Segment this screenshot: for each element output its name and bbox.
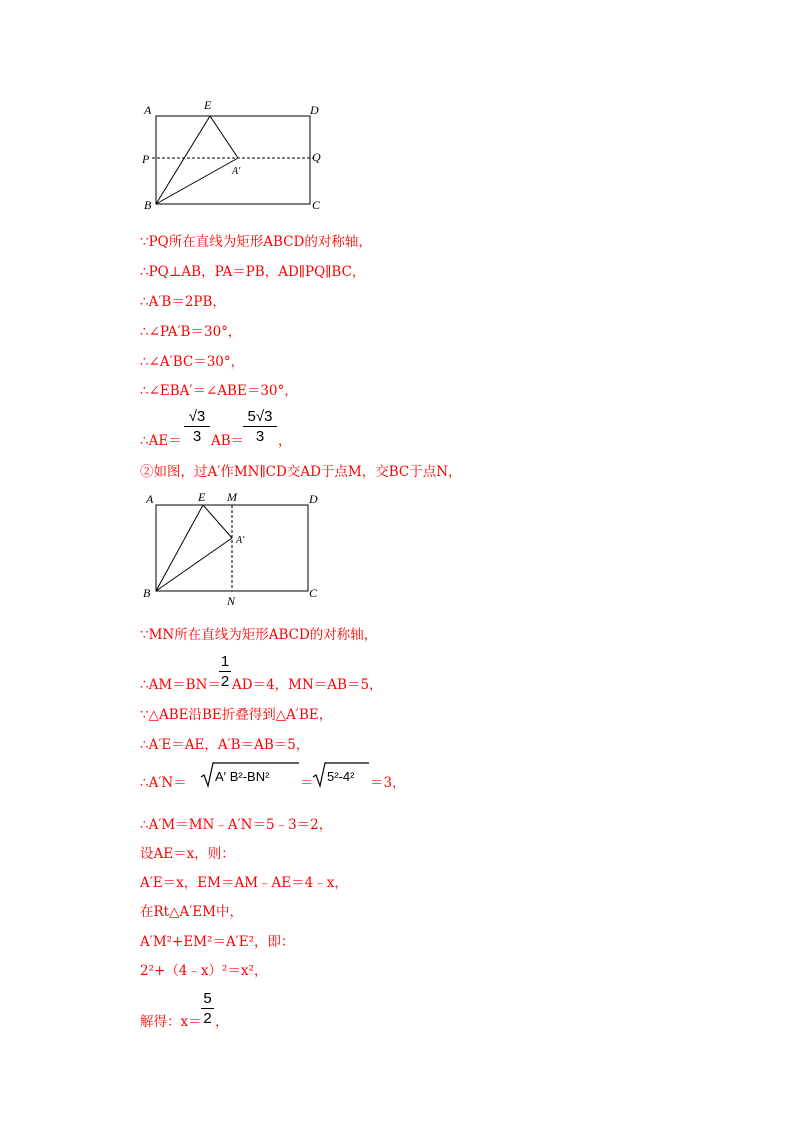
radical-ab2-minus-bn2	[200, 760, 300, 794]
text-line: 在Rt△A′EM中，	[140, 904, 243, 920]
segment-ba	[156, 158, 238, 204]
label-a: A	[146, 492, 154, 506]
text-line: ，	[278, 433, 292, 449]
text-line: ∴∠EBA′＝∠ABE＝30°，	[140, 383, 298, 399]
text-line: AD＝4，MN＝AB＝5，	[232, 677, 383, 693]
text-line: ＝	[300, 775, 314, 791]
label-c: C	[309, 586, 318, 600]
text-line: ∴A′N＝	[140, 775, 187, 791]
text-line: ∴A′M＝MN﹣A′N＝5﹣3＝2，	[140, 817, 333, 833]
text-line: ∴A′B＝2PB，	[140, 294, 226, 310]
segment-ba	[156, 538, 232, 591]
text-line: ∴∠A′BC＝30°，	[140, 354, 245, 370]
text-line: A′E＝x，EM＝AM﹣AE＝4﹣x，	[140, 875, 348, 891]
segment-ea	[203, 505, 232, 538]
fraction-bar	[243, 426, 277, 427]
label-q: Q	[312, 150, 321, 164]
fraction-numerator: 5	[203, 990, 212, 1007]
fraction-5-over-2	[201, 990, 214, 1027]
label-e: E	[198, 490, 206, 504]
label-a-prime: A'	[236, 535, 245, 546]
segment-ea	[210, 116, 238, 158]
fraction-5sqrt3-over-3	[243, 408, 277, 445]
text-line: AB＝	[211, 433, 245, 449]
fraction-numerator: 5√3	[247, 408, 273, 425]
figure-1-diagram	[138, 96, 338, 216]
radical-5sq-minus-4sq	[312, 760, 370, 794]
text-line: 2²+（4﹣x）²＝x²，	[140, 963, 268, 979]
text-line: ∴PQ⊥AB，PA＝PB，AD∥PQ∥BC，	[140, 264, 366, 280]
fraction-sqrt3-over-3	[184, 408, 210, 445]
fraction-1-over-2	[219, 653, 231, 690]
label-m: M	[227, 490, 237, 504]
text-line: 解得：x＝	[140, 1014, 202, 1030]
label-d: D	[309, 492, 318, 506]
text-line: ，	[215, 1014, 229, 1030]
figure-2-diagram	[138, 488, 338, 612]
text-line: ∴AE＝	[140, 433, 182, 449]
segment-eb	[156, 505, 203, 591]
label-a-prime: A'	[232, 166, 241, 177]
fraction-bar	[219, 671, 231, 672]
radicand: 5²-4²	[327, 769, 355, 784]
radicand: A′ B²-BN²	[215, 769, 270, 784]
text-line: ∵MN所在直线为矩形ABCD的对称轴，	[140, 627, 378, 643]
fraction-denominator: 3	[192, 428, 202, 445]
figure-1	[138, 96, 338, 216]
segment-eb	[156, 116, 210, 204]
text-line: 设AE＝x，则：	[140, 846, 235, 862]
label-c: C	[312, 198, 321, 212]
fraction-bar	[201, 1008, 214, 1009]
text-line: ∴AM＝BN＝	[140, 677, 221, 693]
label-a: A	[144, 103, 152, 117]
fraction-denominator: 3	[255, 428, 265, 445]
text-line: ∵△ABE沿BE折叠得到△A′BE，	[140, 707, 333, 723]
text-line: ∵PQ所在直线为矩形ABCD的对称轴，	[140, 234, 372, 250]
text-line: ②如图，过A′作MN∥CD交AD于点M，交BC于点N，	[140, 464, 462, 480]
figure-2	[138, 488, 338, 612]
label-b: B	[144, 198, 152, 212]
text-line: ∴A′E＝AE，A′B＝AB＝5，	[140, 737, 310, 753]
fraction-denominator: 2	[220, 673, 230, 690]
text-line: ＝3，	[370, 775, 406, 791]
radical-sign	[200, 760, 300, 790]
fraction-numerator: 1	[220, 653, 230, 670]
label-n: N	[227, 594, 236, 608]
fraction-bar	[184, 426, 210, 427]
label-p: P	[142, 152, 150, 166]
fraction-numerator: √3	[188, 408, 206, 425]
label-e: E	[204, 98, 212, 112]
fraction-denominator: 2	[203, 1010, 212, 1027]
label-d: D	[310, 103, 319, 117]
text-line: A′M²+EM²＝A′E²，即：	[140, 934, 295, 950]
text-line: ∴∠PA′B＝30°，	[140, 324, 242, 340]
radical-sign	[312, 760, 370, 790]
label-b: B	[143, 586, 151, 600]
